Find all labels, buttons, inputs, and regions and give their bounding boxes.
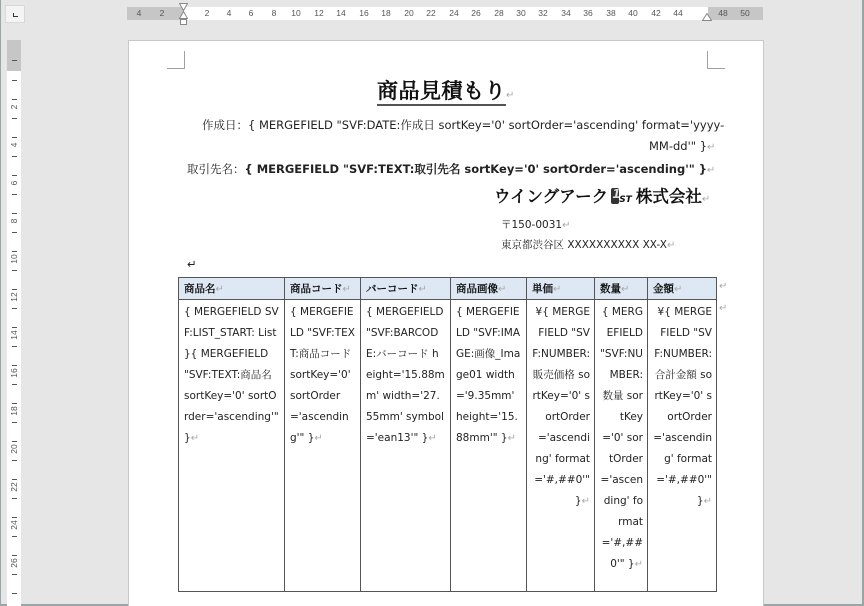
ruler-dash <box>12 156 17 157</box>
ruler-dash <box>12 593 17 594</box>
estimate-table[interactable] <box>178 277 717 592</box>
ruler-tick: 34 <box>561 8 571 18</box>
table-header-row <box>179 278 717 300</box>
date-field-text-cont: MM-dd'" } <box>649 139 708 153</box>
cell-product-code-field[interactable]: { MERGEFIELD "SVF:TEXT:商品コード sortKey='0' sortOrder='ascending'" }↵ <box>285 300 361 592</box>
row-end-mark-icon: ↵ <box>719 303 728 314</box>
ruler-tick: 2 <box>9 104 19 110</box>
ruler-tick: 24 <box>9 520 19 530</box>
date-field-text: 作成日：{ MERGEFIELD "SVF:DATE:作成日 sortKey='0' sortOrder='ascending' format='yyyy- <box>202 118 725 132</box>
paragraph-mark-icon: ↵ <box>562 220 571 231</box>
postal-code-text: 〒150-0031 <box>501 219 563 231</box>
ruler-right-margin <box>708 7 763 20</box>
ruler-tick: 16 <box>9 368 19 378</box>
client-field: { MERGEFIELD "SVF:TEXT:取引先名 sortKey='0' sortOrder='ascending'" } <box>244 162 707 176</box>
ruler-tick: 42 <box>651 8 661 18</box>
ruler-tick: 14 <box>9 330 19 340</box>
first-line-indent-icon[interactable] <box>179 3 188 11</box>
cell-product-name-field[interactable]: { MERGEFIELD SVF:LIST_START: List }{ MERGEFIELD "SVF:TEXT:商品名 sortKey='0' sortOrder='ascending'" }↵ <box>179 300 285 592</box>
ruler-tick: 4 <box>136 8 142 18</box>
header-quantity[interactable]: 数量↵ <box>595 278 648 300</box>
ruler-tick: 26 <box>9 558 19 568</box>
cell-amount-field[interactable]: ¥{ MERGEFIELD "SVF:NUMBER:合計金額 sortKey='0' sortOrder='ascending' format='#,##0'" }↵ <box>648 300 717 592</box>
header-product-image[interactable]: 商品画像↵ <box>451 278 527 300</box>
ruler-tick: 18 <box>9 406 19 416</box>
header-barcode[interactable]: バーコード↵ <box>361 278 451 300</box>
ruler-top-margin <box>7 40 21 71</box>
ruler-dash <box>12 118 17 119</box>
header-product-code[interactable]: 商品コード↵ <box>285 278 361 300</box>
ruler-tick: 28 <box>494 8 504 18</box>
ruler-dash <box>12 232 17 233</box>
company-logo-icon <box>611 188 619 204</box>
date-field-line-2 <box>649 139 715 153</box>
cell-image-field[interactable]: { MERGEFIELD "SVF:IMAGE:画像_Image01 width='9.35mm' height='15.88mm'" }↵ <box>451 300 527 592</box>
ruler-left-margin <box>127 7 184 20</box>
ruler-tick: 24 <box>449 8 459 18</box>
document-page[interactable] <box>128 40 764 606</box>
header-product-name[interactable]: 商品名↵ <box>179 278 285 300</box>
ruler-tick: 10 <box>291 8 301 18</box>
hanging-indent-icon[interactable] <box>179 11 188 19</box>
company-name-suffix: 株式会社 <box>635 187 702 206</box>
ruler-tick: 48 <box>718 8 728 18</box>
ruler-dash <box>12 308 17 309</box>
ruler-dash <box>12 60 17 61</box>
paragraph-mark-icon: ↵ <box>666 240 676 251</box>
ruler-tick: 32 <box>538 8 548 18</box>
ruler-dash <box>12 384 17 385</box>
ruler-dash <box>12 460 17 461</box>
cell-barcode-field[interactable]: { MERGEFIELD "SVF:BARCODE:バーコード height='15.88mm' width='27.55mm' symbol='ean13'" }↵ <box>361 300 451 592</box>
ruler-tick: 18 <box>381 8 391 18</box>
horizontal-ruler[interactable] <box>127 7 763 20</box>
tab-stop-selector[interactable] <box>5 5 25 23</box>
company-logo-text: ST <box>619 195 632 205</box>
document-title <box>377 75 515 105</box>
cell-unit-price-field[interactable]: ¥{ MERGEFIELD "SVF:NUMBER:販売価格 sortKey='0' sortOrder='ascending' format='#,##0'" }↵ <box>527 300 595 592</box>
ruler-tick: 14 <box>336 8 346 18</box>
ruler-tick: 22 <box>426 8 436 18</box>
header-amount[interactable]: 金額↵ <box>648 278 717 300</box>
crop-mark-top-left <box>167 51 185 69</box>
postal-code <box>501 217 570 232</box>
client-label: 取引先名： <box>187 162 245 176</box>
ruler-dash <box>12 574 17 575</box>
title-text: 商品見積もり <box>377 79 506 106</box>
ruler-tick: 22 <box>9 482 19 492</box>
ruler-tick: 36 <box>583 8 593 18</box>
cell-quantity-field[interactable]: { MERGEFIELD "SVF:NUMBER:数量 sortKey='0' sortOrder='ascending' format='#,##0'" }↵ <box>595 300 648 592</box>
table-row <box>179 300 717 592</box>
ruler-tick: 26 <box>471 8 481 18</box>
ruler-tick: 44 <box>673 8 683 18</box>
left-indent-handle[interactable] <box>180 19 187 25</box>
ruler-tick: 2 <box>204 8 210 18</box>
address-text: 東京都渋谷区 XXXXXXXXXX XX-X <box>501 239 667 251</box>
ruler-tick: 20 <box>404 8 414 18</box>
ruler-tick: 12 <box>9 292 19 302</box>
ruler-tick: 4 <box>226 8 232 18</box>
ruler-tick: 6 <box>9 180 19 186</box>
ruler-dash <box>12 194 17 195</box>
vertical-ruler[interactable] <box>7 40 21 606</box>
ruler-tick: 16 <box>359 8 369 18</box>
date-field-line-1 <box>202 117 724 133</box>
ruler-dash <box>12 80 17 81</box>
ruler-tick: 38 <box>606 8 616 18</box>
ruler-tick: 50 <box>740 8 750 18</box>
ruler-dash <box>12 422 17 423</box>
ruler-tick: 4 <box>9 142 19 148</box>
ruler-tick: 12 <box>314 8 324 18</box>
ruler-tick: 30 <box>516 8 526 18</box>
ruler-tick: 40 <box>628 8 638 18</box>
right-indent-icon[interactable] <box>702 13 712 21</box>
ruler-tick: 2 <box>159 8 165 18</box>
client-field-line <box>187 161 715 177</box>
ruler-dash <box>12 270 17 271</box>
paragraph-mark-icon: ↵ <box>701 194 711 205</box>
ruler-dash <box>12 536 17 537</box>
left-tab-icon <box>13 13 18 17</box>
ruler-tick: 8 <box>9 218 19 224</box>
paragraph-mark-icon: ↵ <box>707 142 716 153</box>
ruler-tick: 8 <box>271 8 277 18</box>
company-name <box>494 183 710 207</box>
ruler-tick: 20 <box>9 444 19 454</box>
paragraph-mark-icon: ↵ <box>506 90 515 101</box>
crop-mark-top-right <box>707 51 725 69</box>
paragraph-mark-icon: ↵ <box>706 165 716 176</box>
header-unit-price[interactable]: 単価↵ <box>527 278 595 300</box>
row-end-mark-icon: ↵ <box>719 281 728 292</box>
ruler-tick: 6 <box>248 8 254 18</box>
ruler-tick: 10 <box>9 254 19 264</box>
ruler-dash <box>12 346 17 347</box>
address <box>501 237 675 252</box>
empty-paragraph-mark-icon: ↵ <box>187 257 197 271</box>
company-name-kana: ウイングアーク <box>494 187 609 206</box>
ruler-dash <box>12 498 17 499</box>
